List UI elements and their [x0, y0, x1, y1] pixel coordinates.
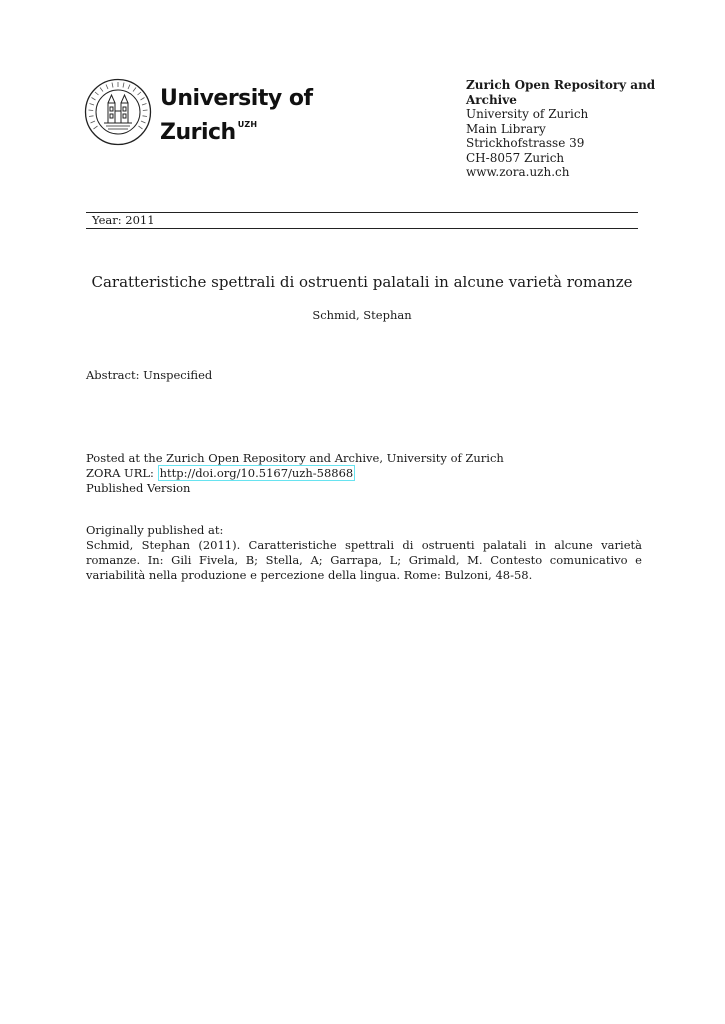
address-line: CH-8057 Zurich: [466, 150, 565, 165]
address-line: Archive: [466, 92, 517, 107]
address-line: University of Zurich: [466, 107, 589, 121]
zora-url-line: [86, 466, 504, 481]
address-line: Zurich Open Repository and: [466, 78, 656, 92]
paper-title: Caratteristiche spettrali di ostruenti palatali in alcune varietà romanze: [91, 273, 633, 291]
wordmark-line2: [160, 112, 313, 146]
wordmark-line1: University of: [160, 86, 313, 111]
university-logo: [84, 78, 324, 150]
wordmark-zurich: Zurich: [160, 120, 236, 145]
top-rule: [86, 212, 638, 213]
posted-info: [86, 451, 504, 496]
address-line: Strickhofstrasse 39: [466, 136, 585, 150]
address-website: www.zora.uzh.ch: [466, 165, 570, 179]
original-publication: [86, 523, 642, 583]
abstract: Abstract: Unspecified: [86, 368, 213, 382]
version-line: Published Version: [86, 481, 191, 495]
zora-url-link[interactable]: http://doi.org/10.5167/uzh-58868: [159, 466, 354, 480]
repository-address: [466, 78, 656, 180]
paper-author: Schmid, Stephan: [312, 308, 412, 322]
published-citation: Schmid, Stephan (2011). Caratteristiche spettrali di ostruenti palatali in alcune varietà romanze. In: Gili Fivela, B; Stella, A; Garrapa, L; Grimald, M. Contesto comunicativo e variabilità nella produzione e percezione della lingua. Rome: Bulzoni, 48-58.: [86, 538, 642, 582]
university-seal-icon: [84, 78, 152, 146]
posted-line: Posted at the Zurich Open Repository and Archive, University of Zurich: [86, 451, 504, 465]
zora-url-label: ZORA URL:: [86, 466, 158, 480]
wordmark-superscript: UZH: [237, 120, 258, 129]
address-line: Main Library: [466, 121, 546, 136]
bottom-rule: [86, 228, 638, 229]
published-heading: Originally published at:: [86, 523, 224, 537]
university-wordmark: [160, 86, 313, 146]
year: Year: 2011: [92, 213, 155, 227]
